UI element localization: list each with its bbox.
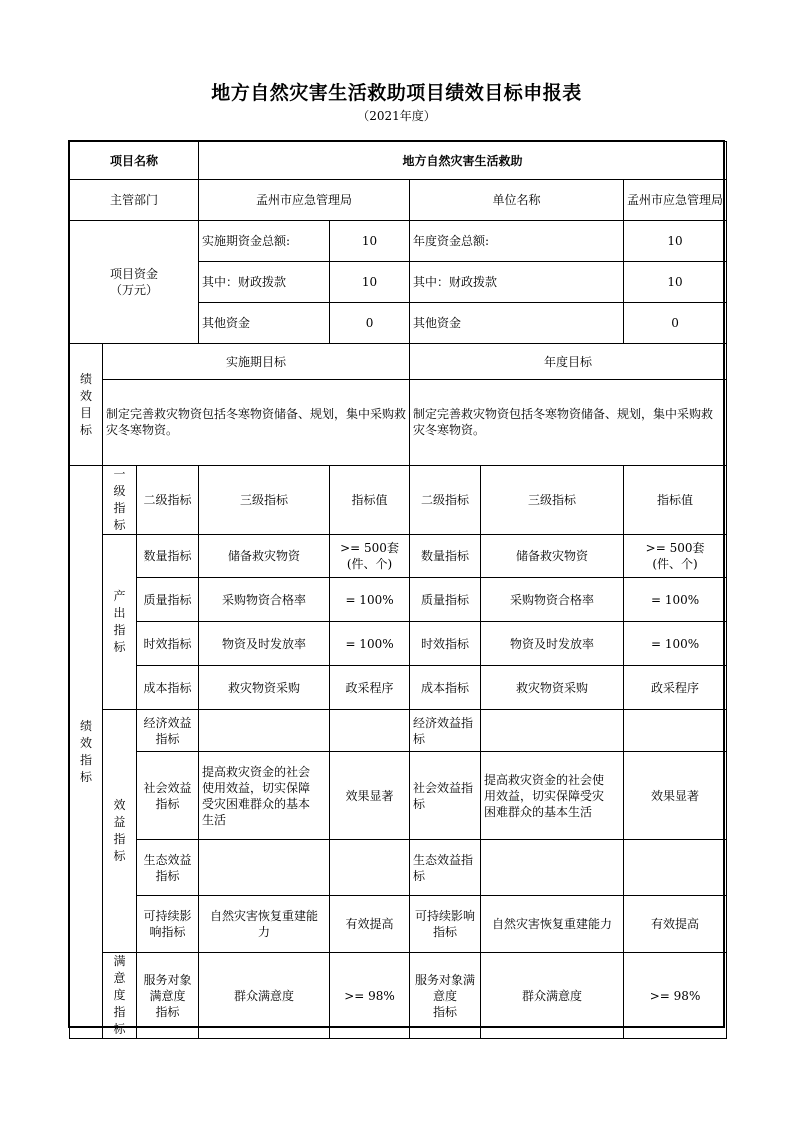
indicator-l2: 服务对象 满意度 指标 — [137, 953, 199, 1039]
indicator-l3: 储备救灾物资 — [199, 535, 330, 578]
indicator-l3-year — [481, 840, 624, 896]
indicator-l2: 经济效益 指标 — [137, 710, 199, 752]
project-name-value: 地方自然灾害生活救助 — [199, 142, 727, 180]
indicator-l3: 提高救灾资金的社会 使用效益，切实保障 受灾困难群众的基本 生活 — [199, 752, 330, 840]
level2-header-year: 二级指标 — [410, 466, 481, 535]
level3-header-year: 三级指标 — [481, 466, 624, 535]
indicator-l3-year: 救灾物资采购 — [481, 666, 624, 710]
indicator-value: 效果显著 — [330, 752, 410, 840]
dept-value: 孟州市应急管理局 — [199, 180, 410, 221]
indicator-value-year: = 100% — [624, 578, 727, 622]
indicator-l2-year: 服务对象满 意度 指标 — [410, 953, 481, 1039]
level3-header: 三级指标 — [199, 466, 330, 535]
impl-total-value: 10 — [330, 221, 410, 262]
value-header-year: 指标值 — [624, 466, 727, 535]
indicator-value — [330, 840, 410, 896]
indicator-l3: 救灾物资采购 — [199, 666, 330, 710]
indicator-value-year — [624, 840, 727, 896]
indicator-l2-year: 可持续影响 指标 — [410, 896, 481, 953]
indicator-l2-year: 生态效益指 标 — [410, 840, 481, 896]
impl-goal-text: 制定完善救灾物资包括冬寒物资储备、规划，集中采购救灾冬寒物资。 — [103, 380, 410, 466]
indicator-value: 政采程序 — [330, 666, 410, 710]
satisfaction-group-label: 满 意 度 指 标 — [103, 953, 137, 1039]
level1-header: 一 级 指 标 — [103, 466, 137, 535]
indicator-l3: 采购物资合格率 — [199, 578, 330, 622]
indicator-l2-year: 数量指标 — [410, 535, 481, 578]
goals-label: 绩 效 目 标 — [70, 344, 103, 466]
page-title: 地方自然灾害生活救助项目绩效目标申报表 — [211, 82, 582, 104]
indicator-l2-year: 质量指标 — [410, 578, 481, 622]
indicator-l2-year: 经济效益指 标 — [410, 710, 481, 752]
indicator-l3-year: 采购物资合格率 — [481, 578, 624, 622]
indicator-value: >= 98% — [330, 953, 410, 1039]
impl-fiscal-value: 10 — [330, 262, 410, 303]
indicator-l3-year — [481, 710, 624, 752]
effect-group-label: 效 益 指 标 — [103, 710, 137, 953]
indicator-l3 — [199, 710, 330, 752]
value-header: 指标值 — [330, 466, 410, 535]
indicator-l3: 群众满意度 — [199, 953, 330, 1039]
year-goal-text: 制定完善救灾物资包括冬寒物资储备、规划，集中采购救灾冬寒物资。 — [410, 380, 727, 466]
indicator-l3-year: 提高救灾资金的社会使 用效益，切实保障受灾 困难群众的基本生活 — [481, 752, 624, 840]
funds-label: 项目资金 （万元） — [70, 221, 199, 344]
indicator-value: = 100% — [330, 578, 410, 622]
output-group-label: 产 出 指 标 — [103, 535, 137, 710]
indicator-value-year: 政采程序 — [624, 666, 727, 710]
impl-other-value: 0 — [330, 303, 410, 344]
year-fiscal-value: 10 — [624, 262, 727, 303]
indicator-value-year: >= 98% — [624, 953, 727, 1039]
year-total-value: 10 — [624, 221, 727, 262]
year-other-label: 其他资金 — [410, 303, 624, 344]
indicator-value-year: >= 500套 (件、个) — [624, 535, 727, 578]
project-name-label: 项目名称 — [70, 142, 199, 180]
indicator-l2: 时效指标 — [137, 622, 199, 666]
indicator-l3 — [199, 840, 330, 896]
indicator-l3: 自然灾害恢复重建能 力 — [199, 896, 330, 953]
indicator-value: = 100% — [330, 622, 410, 666]
year-fiscal-label: 其中：财政拨款 — [410, 262, 624, 303]
indicator-l2-year: 社会效益指 标 — [410, 752, 481, 840]
indicator-l2: 质量指标 — [137, 578, 199, 622]
indicator-l3-year: 群众满意度 — [481, 953, 624, 1039]
indicator-l3-year: 储备救灾物资 — [481, 535, 624, 578]
unit-value: 孟州市应急管理局 — [624, 180, 727, 221]
impl-total-label: 实施期资金总额: — [199, 221, 330, 262]
indicators-label: 绩 效 指 标 — [70, 466, 103, 1039]
indicator-value — [330, 710, 410, 752]
indicator-l2: 生态效益 指标 — [137, 840, 199, 896]
indicator-l2: 成本指标 — [137, 666, 199, 710]
year-total-label: 年度资金总额: — [410, 221, 624, 262]
indicator-l2-year: 成本指标 — [410, 666, 481, 710]
indicator-l2: 可持续影 响指标 — [137, 896, 199, 953]
dept-label: 主管部门 — [70, 180, 199, 221]
indicator-l3-year: 自然灾害恢复重建能力 — [481, 896, 624, 953]
indicator-l3-year: 物资及时发放率 — [481, 622, 624, 666]
indicator-l3: 物资及时发放率 — [199, 622, 330, 666]
page-subtitle: （2021年度） — [357, 109, 436, 123]
indicator-value: >= 500套 (件、个) — [330, 535, 410, 578]
indicator-value-year — [624, 710, 727, 752]
impl-other-label: 其他资金 — [199, 303, 330, 344]
indicator-l2: 数量指标 — [137, 535, 199, 578]
year-goal-header: 年度目标 — [410, 344, 727, 380]
indicator-value: 有效提高 — [330, 896, 410, 953]
impl-goal-header: 实施期目标 — [103, 344, 410, 380]
level2-header: 二级指标 — [137, 466, 199, 535]
indicator-l2-year: 时效指标 — [410, 622, 481, 666]
performance-goal-table — [69, 141, 727, 1039]
indicator-value-year: 效果显著 — [624, 752, 727, 840]
indicator-value-year: = 100% — [624, 622, 727, 666]
unit-label: 单位名称 — [410, 180, 624, 221]
impl-fiscal-label: 其中：财政拨款 — [199, 262, 330, 303]
indicator-l2: 社会效益 指标 — [137, 752, 199, 840]
indicator-value-year: 有效提高 — [624, 896, 727, 953]
year-other-value: 0 — [624, 303, 727, 344]
